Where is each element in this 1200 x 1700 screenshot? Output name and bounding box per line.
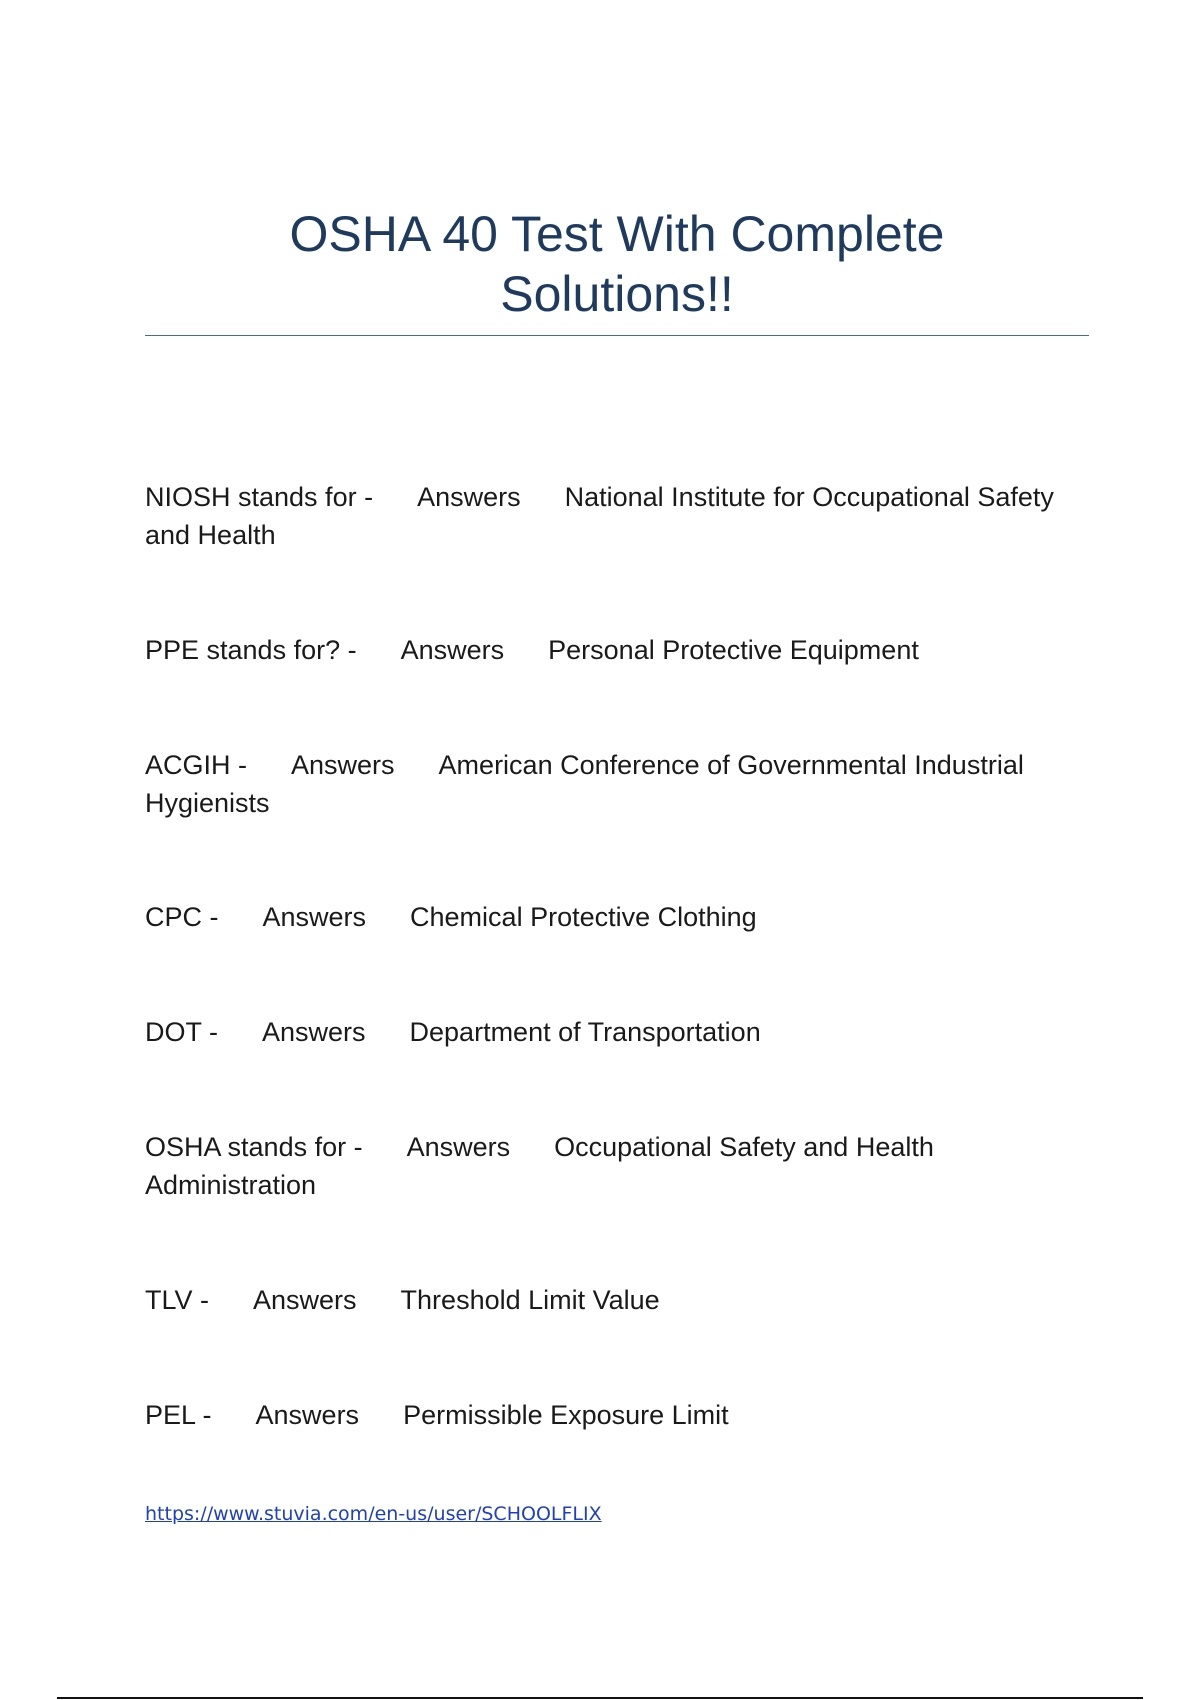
- qa-answer: Occupational Safety and Health Administration: [145, 1132, 934, 1200]
- qa-answer: National Institute for Occupational Safety and Health: [145, 482, 1054, 550]
- qa-item-dot: [145, 1013, 1089, 1051]
- qa-question: PEL -: [145, 1400, 212, 1430]
- qa-answer-marker: Answers: [262, 902, 367, 932]
- qa-answer: Permissible Exposure Limit: [403, 1400, 729, 1430]
- qa-item-pel: [145, 1396, 1089, 1434]
- qa-question: OSHA stands for -: [145, 1132, 363, 1162]
- qa-answer-marker: Answers: [255, 1400, 360, 1430]
- qa-item-cpc: [145, 898, 1089, 936]
- page-title: [145, 204, 1089, 324]
- qa-answer-marker: Answers: [406, 1132, 511, 1162]
- title-divider: [145, 335, 1089, 336]
- qa-answer-marker: Answers: [253, 1285, 357, 1315]
- qa-question: NIOSH stands for -: [145, 482, 374, 512]
- qa-answer-marker: Answers: [291, 750, 395, 780]
- qa-answer-marker: Answers: [262, 1017, 366, 1047]
- qa-answer: Chemical Protective Clothing: [410, 902, 757, 932]
- qa-question: TLV -: [145, 1285, 210, 1315]
- qa-answer: Threshold Limit Value: [400, 1285, 660, 1315]
- qa-answer: Department of Transportation: [409, 1017, 761, 1047]
- qa-question: DOT -: [145, 1017, 218, 1047]
- qa-item-acgih: [145, 746, 1089, 822]
- page-title-line-2: Solutions!!: [500, 266, 734, 322]
- source-link[interactable]: https://www.stuvia.com/en-us/user/SCHOOLFLIX: [145, 1503, 602, 1525]
- qa-item-tlv: [145, 1281, 1089, 1319]
- qa-question: PPE stands for? -: [145, 635, 357, 665]
- qa-item-niosh: [145, 478, 1089, 554]
- qa-answer-marker: Answers: [400, 635, 505, 665]
- qa-answer-marker: Answers: [417, 482, 521, 512]
- footer-divider: [57, 1697, 1143, 1699]
- qa-question: ACGIH -: [145, 750, 248, 780]
- page-title-line-1: OSHA 40 Test With Complete: [289, 206, 945, 262]
- qa-item-osha: [145, 1128, 1089, 1204]
- qa-item-ppe: [145, 631, 1089, 669]
- qa-answer: American Conference of Governmental Industrial Hygienists: [145, 750, 1024, 818]
- qa-answer: Personal Protective Equipment: [548, 635, 919, 665]
- qa-question: CPC -: [145, 902, 219, 932]
